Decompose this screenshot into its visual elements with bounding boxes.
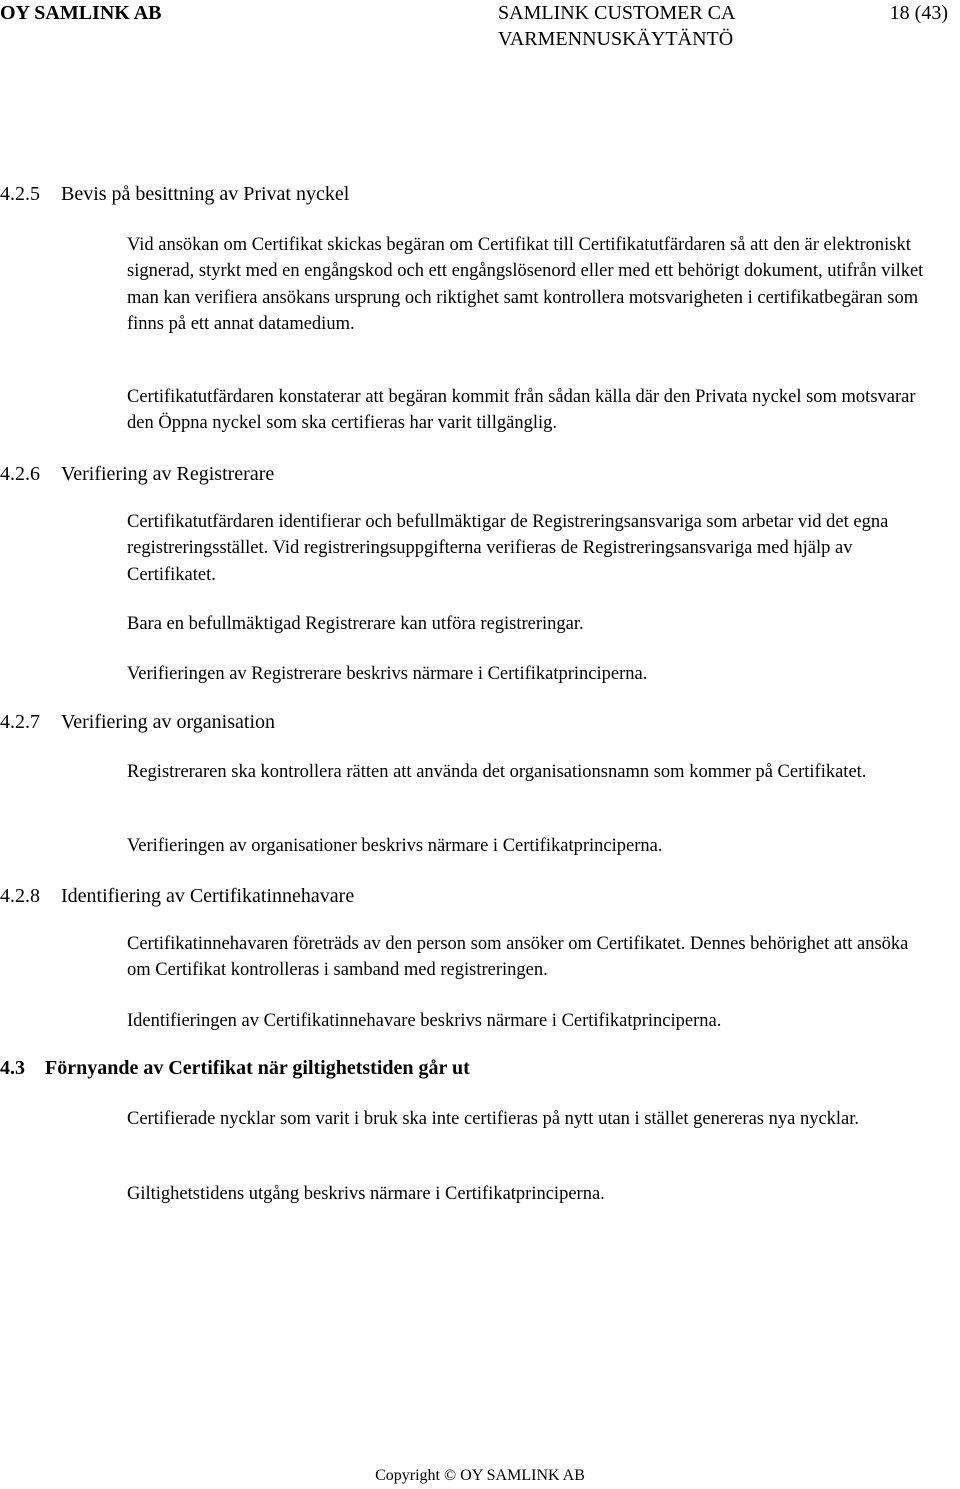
header-product: SAMLINK CUSTOMER CA xyxy=(498,2,736,24)
paragraph: Verifieringen av Registrerare beskrivs närmare i Certifikatprinciperna. xyxy=(127,664,648,684)
section-title: Förnyande av Certifikat när giltighetstiden går ut xyxy=(45,1057,470,1079)
section-title: Verifiering av Registrerare xyxy=(61,463,275,485)
paragraph: Certifikatutfärdaren konstaterar att begäran kommit från sådan källa där den Privata nyckel som motsvarar den Öppna nyckel som ska certifieras har varit tillgänglig. xyxy=(127,387,916,434)
footer-copyright: Copyright © OY SAMLINK AB xyxy=(375,1467,585,1484)
header-doc-type: VARMENNUSKÄYTÄNTÖ xyxy=(498,28,734,50)
section-heading-4-3 xyxy=(0,1054,470,1082)
section-title: Bevis på besittning av Privat nyckel xyxy=(61,183,350,205)
header-page-number: 18 (43) xyxy=(889,2,948,24)
paragraph: Registreraren ska kontrollera rätten att använda det organisationsnamn som kommer på Certifikatet. xyxy=(127,762,867,782)
section-title: Identifiering av Certifikatinnehavare xyxy=(61,885,355,907)
section-number: 4.3 xyxy=(0,1057,25,1079)
section-heading-4-2-5 xyxy=(0,180,349,208)
section-number: 4.2.7 xyxy=(0,711,40,733)
paragraph: Vid ansökan om Certifikat skickas begäran om Certifikat till Certifikatutfärdaren så att den är elektroniskt signerad, styrkt med en engångskod och ett engångslösenord eller med ett behörigt dokument, utifrån vilket man kan verifiera ansökans ursprung och riktighet samt kontrollera motsvarigheten i certifikatbegäran som finns på ett annat datamedium. xyxy=(127,235,924,335)
paragraph: Certifikatinnehavaren företräds av den person som ansöker om Certifikatet. Dennes behörighet att ansöka om Certifikat kontrolleras i samband med registreringen. xyxy=(127,934,909,981)
paragraph: Verifieringen av organisationer beskrivs närmare i Certifikatprinciperna. xyxy=(127,836,663,856)
paragraph: Giltighetstidens utgång beskrivs närmare i Certifikatprinciperna. xyxy=(127,1184,605,1204)
section-heading-4-2-7 xyxy=(0,708,275,736)
paragraph: Bara en befullmäktigad Registrerare kan utföra registreringar. xyxy=(127,614,584,634)
section-number: 4.2.6 xyxy=(0,463,40,485)
header-company: OY SAMLINK AB xyxy=(0,2,162,24)
paragraph: Certifikatutfärdaren identifierar och befullmäktigar de Registreringsansvariga som arbetar vid det egna registreringsstället. Vid registreringsuppgifterna verifieras de Registreringsansvariga med hjälp av Certifikatet. xyxy=(127,512,889,585)
section-heading-4-2-6 xyxy=(0,460,274,488)
paragraph: Certifierade nycklar som varit i bruk ska inte certifieras på nytt utan i stället genereras nya nycklar. xyxy=(127,1109,860,1129)
paragraph: Identifieringen av Certifikatinnehavare beskrivs närmare i Certifikatprinciperna. xyxy=(127,1011,722,1031)
section-number: 4.2.5 xyxy=(0,183,40,205)
section-number: 4.2.8 xyxy=(0,885,40,907)
section-title: Verifiering av organisation xyxy=(61,711,276,733)
section-heading-4-2-8 xyxy=(0,882,354,910)
